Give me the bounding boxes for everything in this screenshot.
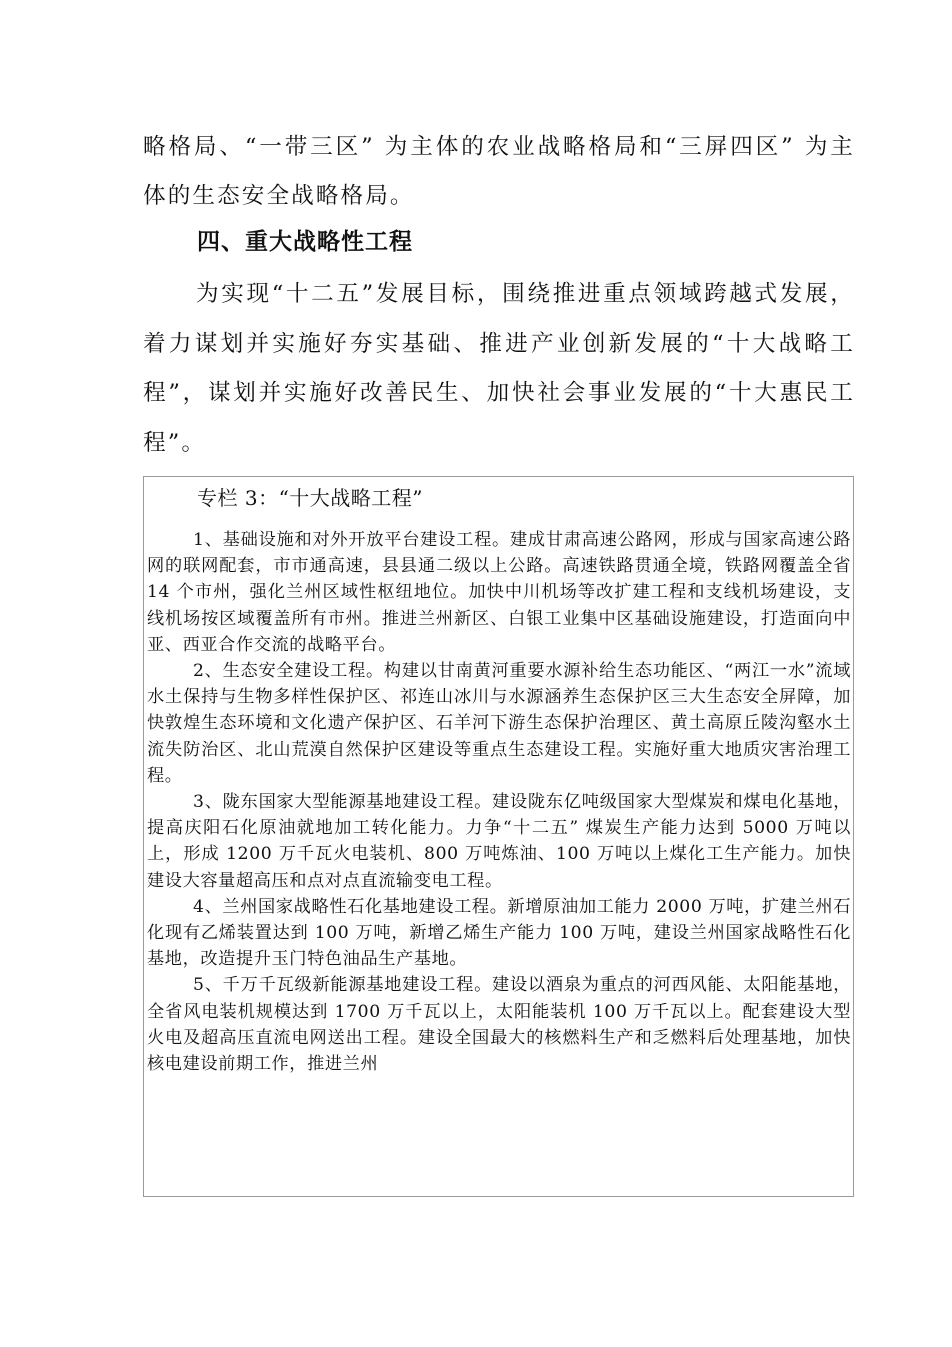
box-item-new-energy: 5、千万千瓦级新能源基地建设工程。建设以酒泉为重点的河西风能、太阳能基地，全省风电装机规模达到 1700 万千瓦以上，太阳能装机 100 万千瓦以上。配套建设大型火电及超高压直流电网送出工程。建设全国最大的核燃料生产和乏燃料后处理基地，加快核电建设前期工作，推进兰州 bbox=[147, 975, 851, 1075]
box-item-infrastructure: 1、基础设施和对外开放平台建设工程。建成甘肃高速公路网，形成与国家高速公路网的联网配套，市市通高速，县县通二级以上公路。高速铁路贯通全境，铁路网覆盖全省 14 个市州，强化兰州区域性枢纽地位。加快中川机场等改扩建工程和支线机场建设，支线机场按区域覆盖所有市州。推进兰州新区、白银工业集中区基础设施建设，打造面向中亚、西亚合作交流的战略平台。 bbox=[147, 530, 851, 655]
section-paragraph: 为实现“十二五”发展目标，围绕推进重点领域跨越式发展，着力谋划并实施好夯实基础、推进产业创新发展的“十大战略工程”，谋划并实施好改善民生、加快社会事业发展的“十大惠民工程”。 bbox=[143, 281, 855, 456]
box-title: 专栏 3：“十大战略工程” bbox=[197, 486, 424, 510]
intro-paragraph: 略格局、“一带三区” 为主体的农业战略格局和“三屏四区” 为主体的生态安全战略格局。 bbox=[143, 134, 855, 209]
box-item-ecology: 2、生态安全建设工程。构建以甘南黄河重要水源补给生态功能区、“两江一水”流域水土保持与生物多样性保护区、祁连山冰川与水源涵养生态保护区三大生态安全屏障，加快敦煌生态环境和文化遗产保护区、石羊河下游生态保护治理区、黄土高原丘陵沟壑水土流失防治区、北山荒漠自然保护区建设等重点生态建设工程。实施好重大地质灾害治理工程。 bbox=[147, 661, 851, 786]
special-column-box bbox=[143, 476, 854, 1197]
box-item-petrochemical: 4、兰州国家战略性石化基地建设工程。新增原油加工能力 2000 万吨，扩建兰州石化现有乙烯装置达到 100 万吨，新增乙烯生产能力 100 万吨，建设兰州国家战略性石化基地，改造提升玉门特色油品生产基地。 bbox=[147, 896, 851, 970]
box-body bbox=[147, 527, 851, 1077]
box-item-energy-base: 3、陇东国家大型能源基地建设工程。建设陇东亿吨级国家大型煤炭和煤电化基地，提高庆阳石化原油就地加工转化能力。力争“十二五” 煤炭生产能力达到 5000 万吨以上，形成 1200 万千瓦火电装机、800 万吨炼油、100 万吨以上煤化工生产能力。加快建设大容量超高压和点对点直流输变电工程。 bbox=[147, 792, 851, 891]
section-heading: 四、重大战略性工程 bbox=[197, 229, 413, 255]
